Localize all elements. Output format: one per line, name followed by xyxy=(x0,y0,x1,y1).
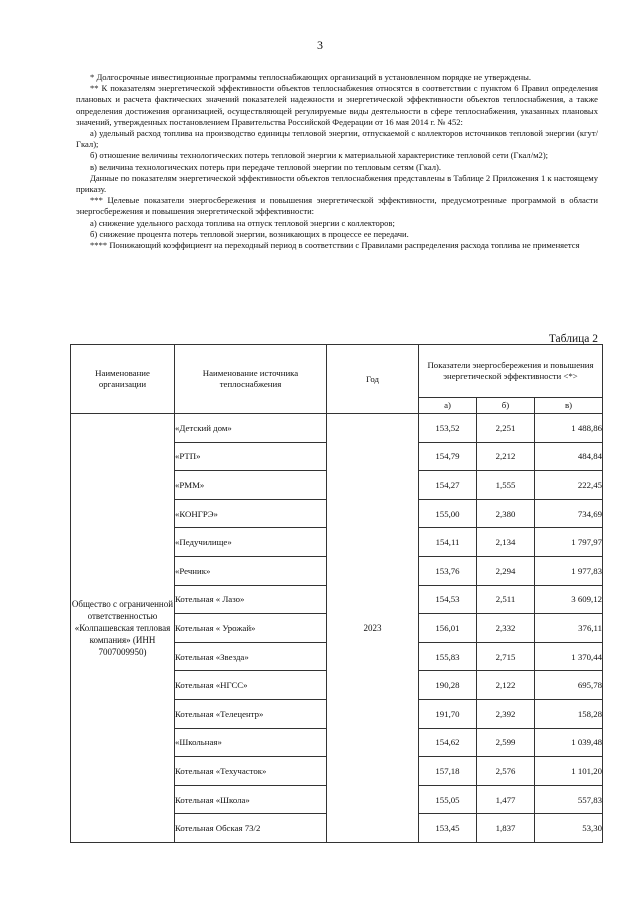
value-a-cell: 154,62 xyxy=(419,728,477,757)
value-a-cell: 155,00 xyxy=(419,499,477,528)
value-a-cell: 153,52 xyxy=(419,414,477,443)
header-col-a: а) xyxy=(419,398,477,414)
value-a-cell: 157,18 xyxy=(419,757,477,786)
value-c-cell: 158,28 xyxy=(535,699,603,728)
source-cell: Котельная « Урожай» xyxy=(175,614,327,643)
note-3b: б) снижение процента потерь тепловой энергии, возникающих в процессе ее передачи. xyxy=(90,228,409,239)
value-a-cell: 154,53 xyxy=(419,585,477,614)
source-cell: «Речник» xyxy=(175,556,327,585)
value-a-cell: 156,01 xyxy=(419,614,477,643)
table-row xyxy=(71,414,603,443)
source-cell: Котельная «Телецентр» xyxy=(175,699,327,728)
value-b-cell: 2,134 xyxy=(477,528,535,557)
value-c-cell: 695,78 xyxy=(535,671,603,700)
note-3a: а) снижение удельного расхода топлива на отпуск тепловой энергии с коллекторов; xyxy=(90,217,395,228)
source-cell: Котельная «НГСС» xyxy=(175,671,327,700)
page-number: 3 xyxy=(317,38,323,52)
value-b-cell: 2,251 xyxy=(477,414,535,443)
value-b-cell: 2,122 xyxy=(477,671,535,700)
value-c-cell: 53,30 xyxy=(535,814,603,843)
note-2: ** К показателям энергетической эффективности объектов теплоснабжения относятся в соответствии с пунктом 6 Правил определения плановых и расчета фактических значений показателей надежности и энергетической эффективности объектов теплоснабжения, а также определения достижения организацией, осуществляющей регулируемые виды деятельности в сфере теплоснабжения, указанных плановых значений, утвержденных постановлением Правительства Российской Федерации от 16 мая 2014 г. № 452: xyxy=(76,83,598,127)
source-cell: Котельная Обская 73/2 xyxy=(175,814,327,843)
value-c-cell: 1 370,44 xyxy=(535,642,603,671)
header-col-b: б) xyxy=(477,398,535,414)
header-organization: Наименование организации xyxy=(71,345,175,414)
source-cell: Котельная «Техучасток» xyxy=(175,757,327,786)
value-b-cell: 1,477 xyxy=(477,785,535,814)
source-cell: «КОНГРЭ» xyxy=(175,499,327,528)
value-b-cell: 2,576 xyxy=(477,757,535,786)
source-cell: «Школьная» xyxy=(175,728,327,757)
value-b-cell: 2,392 xyxy=(477,699,535,728)
value-c-cell: 376,11 xyxy=(535,614,603,643)
footnotes xyxy=(76,72,598,251)
value-c-cell: 557,83 xyxy=(535,785,603,814)
header-indicators: Показатели энергосбережения и повышения энергетической эффективности <*> xyxy=(419,345,603,398)
value-b-cell: 1,837 xyxy=(477,814,535,843)
note-1: * Долгосрочные инвестиционные программы теплоснабжающих организаций в установленном порядке не утверждены. xyxy=(90,72,532,82)
note-4: **** Понижающий коэффициент на переходный период в соответствии с Правилами распределения расхода топлива не применяется xyxy=(90,240,580,251)
value-c-cell: 3 609,12 xyxy=(535,585,603,614)
note-3: *** Целевые показатели энергосбережения и повышения энергетической эффективности, предусмотренные программой в области энергосбережения и повышения энергетической эффективности: xyxy=(76,195,598,217)
table-caption: Таблица 2 xyxy=(548,333,598,345)
header-year: Год xyxy=(327,345,419,414)
value-b-cell: 2,599 xyxy=(477,728,535,757)
value-c-cell: 1 039,48 xyxy=(535,728,603,757)
value-a-cell: 154,27 xyxy=(419,471,477,500)
header-source: Наименование источника теплоснабжения xyxy=(175,345,327,414)
value-c-cell: 1 797,97 xyxy=(535,528,603,557)
source-cell: «Детский дом» xyxy=(175,414,327,443)
source-cell: Котельная «Школа» xyxy=(175,785,327,814)
value-b-cell: 2,380 xyxy=(477,499,535,528)
value-c-cell: 222,45 xyxy=(535,471,603,500)
value-b-cell: 2,294 xyxy=(477,556,535,585)
value-c-cell: 1 977,83 xyxy=(535,556,603,585)
source-cell: «РММ» xyxy=(175,471,327,500)
indicators-table xyxy=(70,344,603,843)
value-a-cell: 153,76 xyxy=(419,556,477,585)
note-2d: Данные по показателям энергетической эффективности объектов теплоснабжения представлены в Таблице 2 Приложения 1 к настоящему приказу. xyxy=(76,172,598,195)
header-col-c: в) xyxy=(535,398,603,414)
value-a-cell: 154,11 xyxy=(419,528,477,557)
source-cell: «РТП» xyxy=(175,442,327,471)
value-b-cell: 2,715 xyxy=(477,642,535,671)
value-c-cell: 734,69 xyxy=(535,499,603,528)
year-cell: 2023 xyxy=(327,414,419,843)
source-cell: Котельная «Звезда» xyxy=(175,642,327,671)
value-c-cell: 1 101,20 xyxy=(535,757,603,786)
value-c-cell: 1 488,86 xyxy=(535,414,603,443)
value-b-cell: 2,332 xyxy=(477,614,535,643)
note-2a: а) удельный расход топлива на производство единицы тепловой энергии, отпускаемой с коллекторов источников тепловой энергии (кгут/Гкал); xyxy=(76,128,598,150)
source-cell: Котельная « Лазо» xyxy=(175,585,327,614)
value-b-cell: 1,555 xyxy=(477,471,535,500)
value-b-cell: 2,511 xyxy=(477,585,535,614)
organization-cell: Общество с ограниченной ответственностью «Колпашевская тепловая компания» (ИНН 7007009950) xyxy=(71,414,175,843)
value-b-cell: 2,212 xyxy=(477,442,535,471)
value-c-cell: 484,84 xyxy=(535,442,603,471)
note-2c: в) величина технологических потерь при передаче тепловой энергии по тепловым сетям (Гкал). xyxy=(90,161,442,172)
value-a-cell: 190,28 xyxy=(419,671,477,700)
note-2b: б) отношение величины технологических потерь тепловой энергии к материальной характеристике тепловой сети (Гкал/м2); xyxy=(90,150,549,161)
value-a-cell: 155,83 xyxy=(419,642,477,671)
value-a-cell: 155,05 xyxy=(419,785,477,814)
value-a-cell: 191,70 xyxy=(419,699,477,728)
value-a-cell: 154,79 xyxy=(419,442,477,471)
value-a-cell: 153,45 xyxy=(419,814,477,843)
source-cell: «Педучилище» xyxy=(175,528,327,557)
